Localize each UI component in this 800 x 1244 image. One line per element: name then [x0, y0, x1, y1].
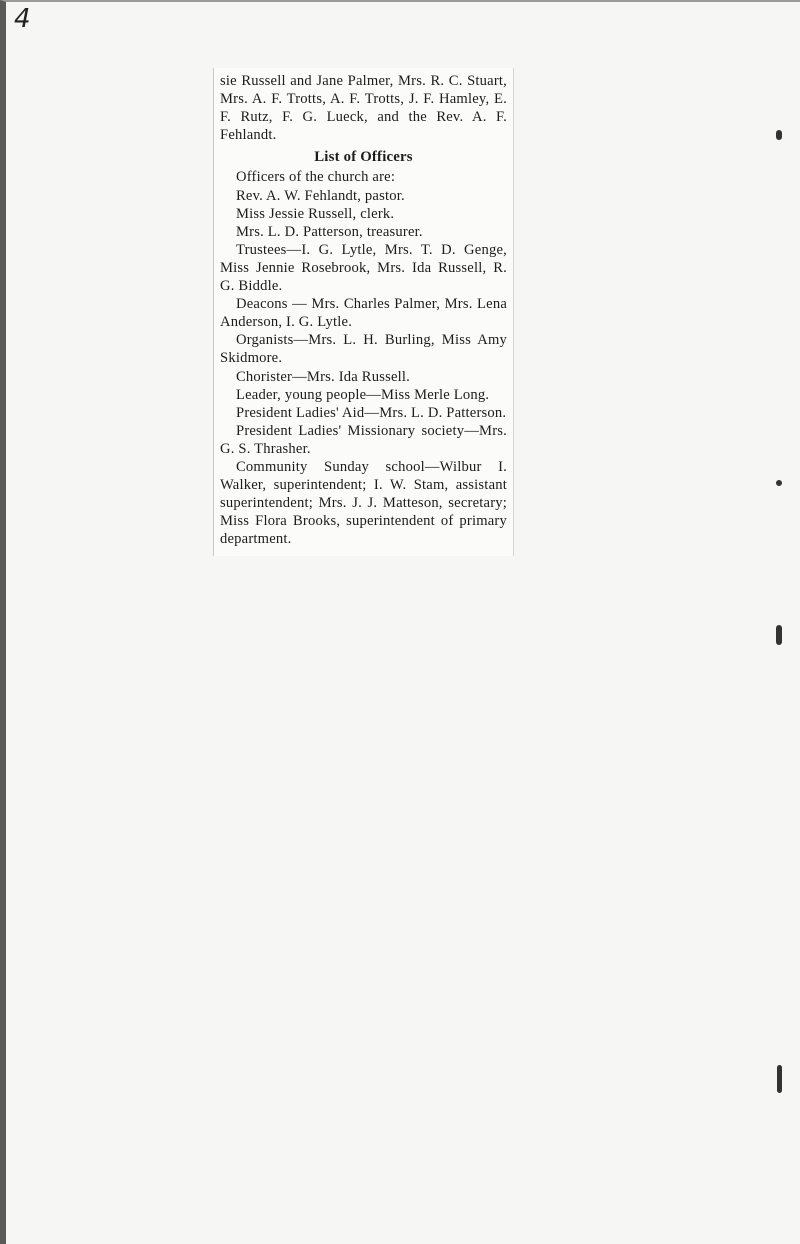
binder-hole-mark — [776, 480, 782, 486]
section-heading: List of Officers — [314, 149, 413, 166]
officer-line: Organists—Mrs. L. H. Burling, Miss Amy Skidmore. — [220, 332, 507, 367]
officer-line: Trustees—I. G. Lytle, Mrs. T. D. Genge, Miss Jennie Rosebrook, Mrs. Ida Russell, R. G. Biddle. — [220, 241, 507, 295]
officer-line: Mrs. L. D. Patterson, treasurer. — [236, 223, 423, 240]
officer-line: Leader, young people—Miss Merle Long. — [236, 386, 490, 403]
intro-paragraph: sie Russell and Jane Palmer, Mrs. R. C. Stuart, Mrs. A. F. Trotts, A. F. Trotts, J. F. Hamley, E. F. Rutz, F. G. Lueck, and the Rev. A. F. Fehlandt. — [220, 73, 507, 144]
binder-hole-mark — [776, 130, 782, 140]
officer-line: Community Sunday school—Wilbur I. Walker, superintendent; I. W. Stam, assistant superintendent; Mrs. J. J. Matteson, secretary; Miss Flora Brooks, superintendent of primary department. — [220, 458, 507, 548]
binder-hole-mark — [777, 1065, 782, 1093]
newspaper-clipping — [213, 68, 514, 556]
officer-line: President Ladies' Aid—Mrs. L. D. Patterson. — [236, 404, 507, 421]
binder-hole-mark — [776, 625, 782, 645]
officer-line: Officers of the church are: — [236, 169, 396, 186]
officer-line: Rev. A. W. Fehlandt, pastor. — [236, 187, 405, 204]
officer-line: Miss Jessie Russell, clerk. — [236, 205, 395, 222]
officer-line: President Ladies' Missionary society—Mrs. G. S. Thrasher. — [220, 422, 507, 457]
officer-line: Deacons — Mrs. Charles Palmer, Mrs. Lena Anderson, I. G. Lytle. — [220, 296, 507, 331]
page-number: 4 — [14, 4, 31, 34]
officer-line: Chorister—Mrs. Ida Russell. — [236, 368, 411, 385]
